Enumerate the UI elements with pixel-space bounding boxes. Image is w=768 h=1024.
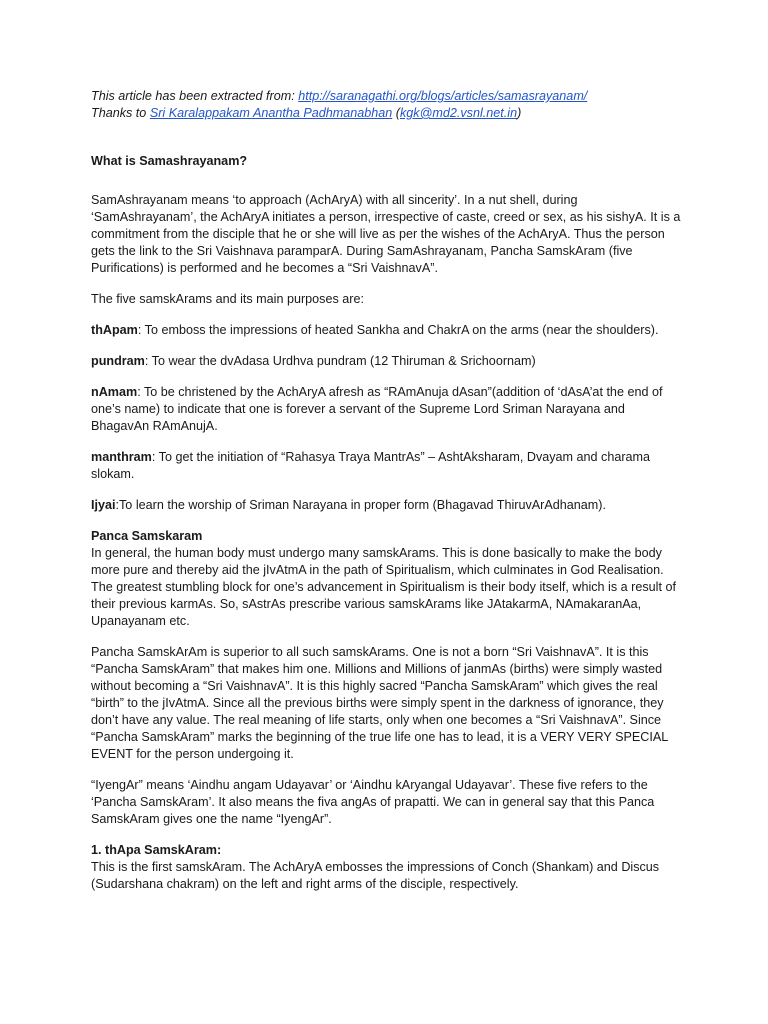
thapa-paragraph: This is the first samskAram. The AchAryA embosses the impressions of Conch (Shankam) and Discus (Sudarshana chakram) on the left and right arms of the disciple, respectively. — [91, 860, 660, 891]
samskaram-desc: : To be christened by the AchAryA afresh as “RAmAnuja dAsan”(addition of ‘dAsA’at the end of one’s name) to indicate that one is forever a servant of the Supreme Lord Sriman Narayana and BhagavAn RAmAnujA. — [91, 385, 663, 433]
samskaram-manthram — [91, 449, 686, 483]
samskaram-ijyai — [91, 497, 686, 514]
samskaram-term: thApam — [91, 323, 138, 337]
page-title: What is Samashrayanam? — [91, 154, 248, 168]
samskaram-pundram — [91, 353, 686, 370]
samskaram-namam — [91, 384, 686, 435]
samskaram-desc: : To emboss the impressions of heated Sankha and ChakrA on the arms (near the shoulders). — [137, 323, 659, 337]
source-line — [91, 88, 686, 105]
panca-paragraph-2: Pancha SamskArAm is superior to all such samskArams. One is not a born “Sri VaishnavA”. It is this “Pancha SamskAram” that makes him one. Millions and Millions of janmAs (births) were simply wasted without becoming a “Sri VaishnavA”. It is this highly sacred “Pancha SamskAram” which gives the real “birth” to the jIvAtmA. Since all the previous births were simply spent in the darkness of ignorance, they don’t have any value. The real meaning of life starts, only when one becomes a “Sri VaishnavA”. Since “Pancha SamskAram” marks the beginning of the true life one has to lead, it is a VERY VERY SPECIAL EVENT for the person undergoing it. — [91, 645, 668, 761]
source-prefix: This article has been extracted from: — [91, 89, 299, 103]
samskaram-term: nAmam — [91, 385, 138, 399]
thanks-close: ) — [517, 106, 522, 120]
samskaram-thapam — [91, 322, 686, 339]
samskaram-term: Ijyai — [91, 498, 116, 512]
source-link[interactable]: http://saranagathi.org/blogs/articles/samasrayanam/ — [298, 89, 588, 103]
samskaram-desc: : To get the initiation of “Rahasya Traya MantrAs” – AshtAksharam, Dvayam and charama slokam. — [91, 450, 651, 481]
document-content — [91, 88, 686, 893]
thanks-open: ( — [392, 106, 400, 120]
panca-paragraph-1: In general, the human body must undergo many samskArams. This is done basically to make the body more pure and thereby aid the jIvAtmA in the path of Spiritualism, which culminates in God Realisation. The greatest stumbling block for one’s advancement in Spiritualism is their body itself, which is a result of their previous karmAs. So, sAstrAs prescribe various samskArams like JAtakarmA, NAmakaranAa, Upanayanam etc. — [91, 546, 676, 628]
email-link[interactable]: kgk@md2.vsnl.net.in — [400, 106, 518, 120]
samskaram-term: manthram — [91, 450, 152, 464]
thanks-prefix: Thanks to — [91, 106, 150, 120]
thanks-line — [91, 105, 686, 122]
samskaram-term: pundram — [91, 354, 145, 368]
thapa-heading: 1. thApa SamskAram: — [91, 843, 222, 857]
five-intro: The five samskArams and its main purposes are: — [91, 292, 364, 306]
panca-heading: Panca Samskaram — [91, 529, 203, 543]
intro-paragraph: SamAshrayanam means ‘to approach (AchAryA) with all sincerity’. In a nut shell, during ‘SamAshrayanam’, the AchAryA initiates a person, irrespective of caste, creed or sex, as his sishyA. It is a commitment from the disciple that he or she will live as per the wishes of the AchAryA. Thus the person gets the link to the Sri Vaishnava paramparA. During SamAshrayanam, Pancha SamskAram (five Purifications) is performed and he becomes a “Sri VaishnavA”. — [91, 193, 681, 275]
samskaram-desc: : To wear the dvAdasa Urdhva pundram (12 Thiruman & Srichoornam) — [144, 354, 536, 368]
panca-paragraph-3: “IyengAr” means ‘Aindhu angam Udayavar’ or ‘Aindhu kAryangal Udayavar’. These five refers to the ‘Pancha SamskAram’. It also means the fiva angAs of prapatti. We can in general say that this Panca SamskAram gives one the name “IyengAr”. — [91, 778, 655, 826]
samskaram-desc: :To learn the worship of Sriman Narayana in proper form (Bhagavad ThiruvArAdhanam). — [115, 498, 606, 512]
author-link[interactable]: Sri Karalappakam Anantha Padhmanabhan — [149, 106, 393, 120]
